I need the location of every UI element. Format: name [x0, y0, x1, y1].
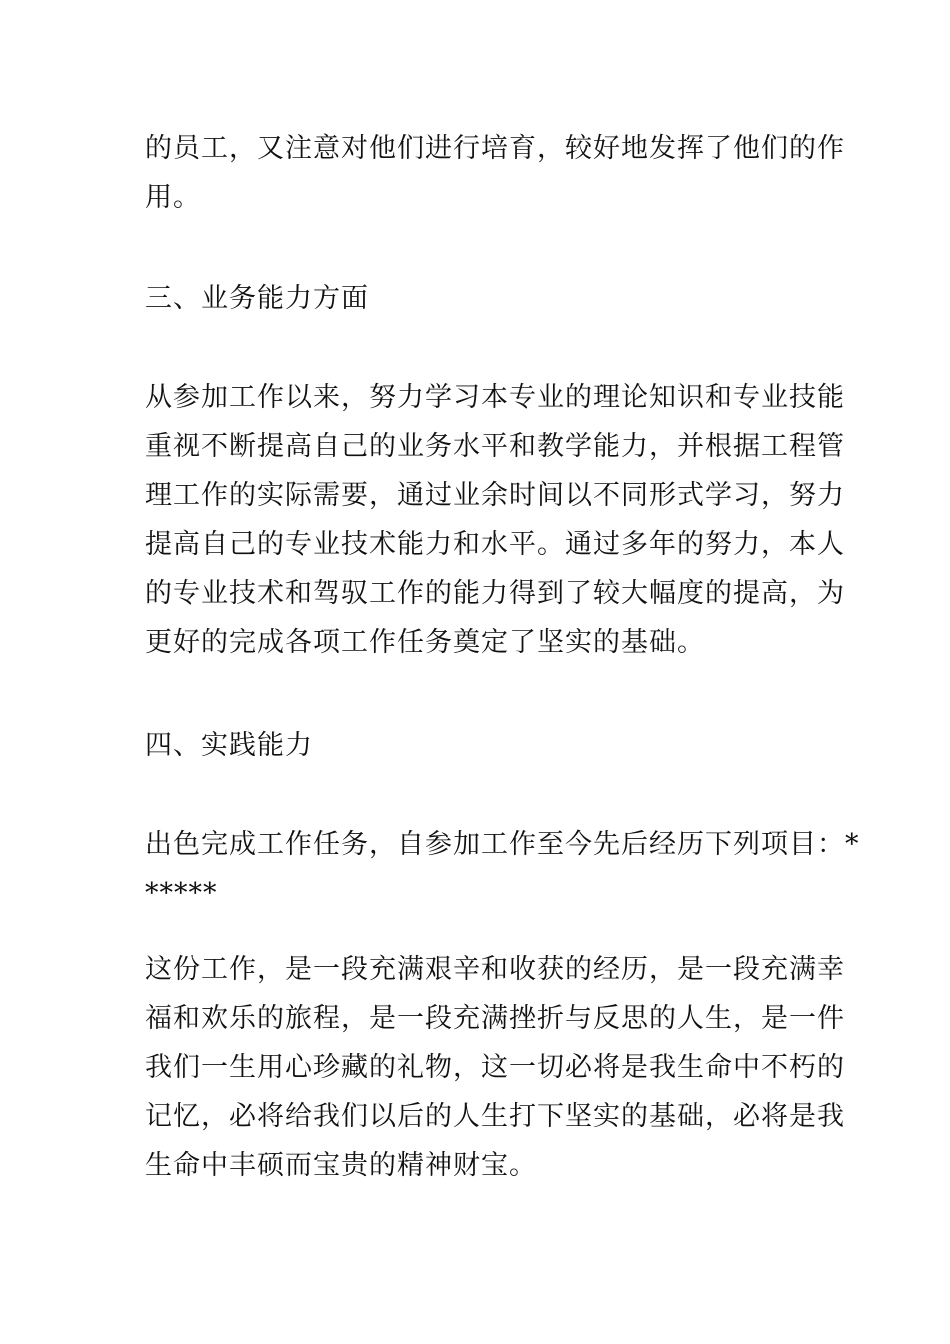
paragraph-business	[145, 373, 845, 667]
text-line: 更好的完成各项工作任务奠定了坚实的基础。	[145, 627, 705, 658]
text-line: *****	[145, 878, 218, 909]
text-line: 出色完成工作任务，自参加工作至今先后经历下列项目：*	[145, 829, 860, 860]
text-line: 从参加工作以来，努力学习本专业的理论知识和专业技能	[145, 382, 845, 413]
paragraph-practice	[145, 820, 860, 918]
heading-text: 三、业务能力方面	[145, 283, 369, 314]
text-line: 的专业技术和驾驭工作的能力得到了较大幅度的提高，为	[145, 578, 845, 609]
paragraph-continued	[145, 124, 845, 222]
text-line: 理工作的实际需要，通过业余时间以不同形式学习，努力	[145, 480, 845, 511]
text-line: 重视不断提高自己的业务水平和教学能力，并根据工程管	[145, 431, 845, 462]
text-line: 福和欢乐的旅程，是一段充满挫折与反思的人生，是一件	[145, 1003, 845, 1034]
text-line: 生命中丰硕而宝贵的精神财宝。	[145, 1150, 537, 1181]
section-heading-business	[145, 274, 809, 323]
text-line: 记忆，必将给我们以后的人生打下坚实的基础，必将是我	[145, 1101, 845, 1132]
text-line: 提高自己的专业技术能力和水平。通过多年的努力，本人	[145, 529, 845, 560]
text-line: 我们一生用心珍藏的礼物，这一切必将是我生命中不朽的	[145, 1052, 845, 1083]
text-line: 的员工，又注意对他们进行培育，较好地发挥了他们的作	[145, 133, 845, 164]
text-line: 这份工作，是一段充满艰辛和收获的经历，是一段充满幸	[145, 954, 845, 985]
section-heading-practice	[145, 721, 809, 770]
heading-text: 四、实践能力	[145, 730, 313, 761]
paragraph-reflection	[145, 945, 845, 1190]
text-line: 用。	[145, 182, 201, 213]
